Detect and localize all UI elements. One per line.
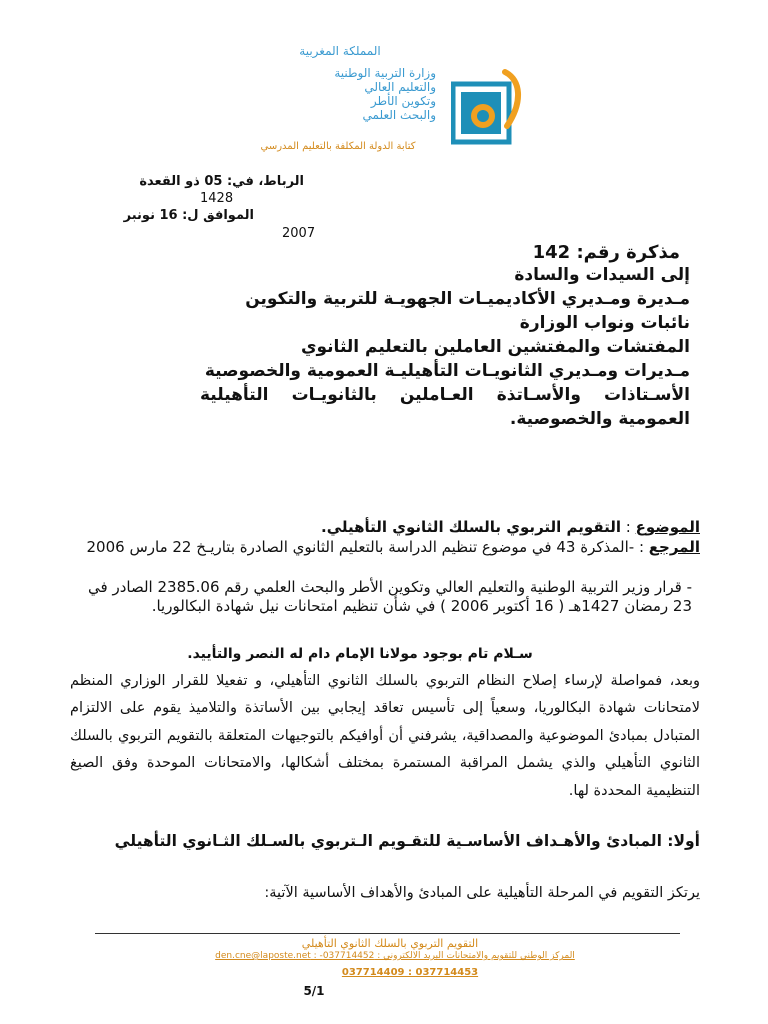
body-paragraph: وبعد، فمواصلة لإرساء إصلاح النظام التربوي بالسلك الثانوي التأهيلي، و تفعيلا للقرار الوزاري المنظم لامتحانات شهادة البكالوريا، وسعياً إلى تأسيس تعاقد إيجابي بين الأساتذة والتلاميذ يقوم على الالتزام المتبادل بمبادئ الموضوعية والمصداقية، يشرفني أن أوافيكم بالتوجيهات المتعلقة بالتقويم التربوي بالسلك الثانوي التأهيلي والذي يشمل المراقبة المستمرة بمختلف أشكالها، والامتحانات الموحدة وفق الصيغ التنظيمية المحددة لها.: [70, 673, 700, 799]
footer-contact: المركز الوطني للتقويم والامتحانات البريد الالكتروني : 037714452- : den.cne@laposte.net: [215, 951, 575, 961]
ministry-name: [236, 66, 436, 122]
ministry-line: وزارة التربية الوطنية: [334, 66, 436, 80]
date-line-2-year: 2007: [282, 226, 316, 241]
recipient-line: المفتشات والمفتشين العاملين بالتعليم الثانوي: [300, 337, 690, 357]
memo-number: مذكرة رقم: 142: [532, 242, 680, 263]
section-intro: يرتكز التقويم في المرحلة التأهيلية على المبادئ والأهداف الأساسية الآتية:: [264, 885, 700, 901]
ministry-line: والتعليم العالي: [364, 80, 436, 94]
ministry-logo-icon: [451, 66, 529, 146]
greeting: سـلام تام بوجود مولانا الإمام دام له النصر والتأييد.: [187, 646, 533, 662]
recipient-line: الأسـتاذات والأسـاتذة العـاملين بالثانويـات التأهيلية العمومية والخصوصية.: [200, 385, 690, 429]
recipient-line: إلى السيدات والسادة: [514, 265, 690, 285]
recipients-list: [200, 263, 690, 431]
reference-line: المرجع : -المذكرة 43 في موضوع تنظيم الدراسة بالتعليم الثانوي الصادرة بتاريـخ 22 مارس 2006: [86, 538, 700, 556]
subject-text: التقويم التربوي بالسلك الثانوي التأهيلي.: [321, 518, 622, 536]
section-title: أولا: المبادئ والأهـداف الأساسـية للتقـويم الـتربوي بالسـلك الثـانوي التأهيلي: [114, 832, 700, 850]
subject-label: الموضوع: [635, 518, 700, 536]
footer-title: التقويم التربوي بالسلك الثانوي التأهيلي: [301, 937, 479, 950]
footer-phone: 037714453 : 037714409: [341, 967, 479, 978]
recipient-line: نائبات ونواب الوزارة: [519, 313, 690, 333]
recipient-line: مـديرات ومـديري الثانويـات التأهيليـة العمومية والخصوصية: [204, 361, 690, 381]
kingdom-title: المملكة المغربية: [299, 44, 381, 58]
reference-item-1: -المذكرة 43 في موضوع تنظيم الدراسة بالتعليم الثانوي الصادرة بتاريـخ 22 مارس 2006: [86, 538, 635, 556]
page-number: 5/1: [303, 984, 325, 998]
footer-divider: [95, 933, 680, 934]
reference-item-2: - قرار وزير التربية الوطنية والتعليم العالي وتكوين الأطر والبحث العلمي رقم 2385.06 الصادر في 23 رمضان 1427هـ ( 16 أكتوبر 2006 ) في شأن تنظيم امتحانات نيل شهادة البكالوريا.: [88, 578, 692, 615]
date-line-1-year: 1428: [200, 191, 234, 206]
ministry-line: وتكوين الأطر: [370, 94, 436, 108]
reference-label: المرجع: [648, 538, 700, 556]
state-secretariat: كتابة الدولة المكلفة بالتعليم المدرسي: [260, 141, 416, 152]
ministry-line: والبحث العلمي: [362, 108, 436, 122]
recipient-line: مـديرة ومـديري الأكاديميـات الجهويـة للتربية والتكوين: [245, 289, 690, 309]
date-line-1: الرباط، في: 05 ذو القعدة: [139, 174, 304, 189]
subject-line: الموضوع : التقويم التربوي بالسلك الثانوي التأهيلي.: [321, 518, 700, 536]
date-line-2: الموافق ل: 16 نونبر: [123, 208, 254, 223]
